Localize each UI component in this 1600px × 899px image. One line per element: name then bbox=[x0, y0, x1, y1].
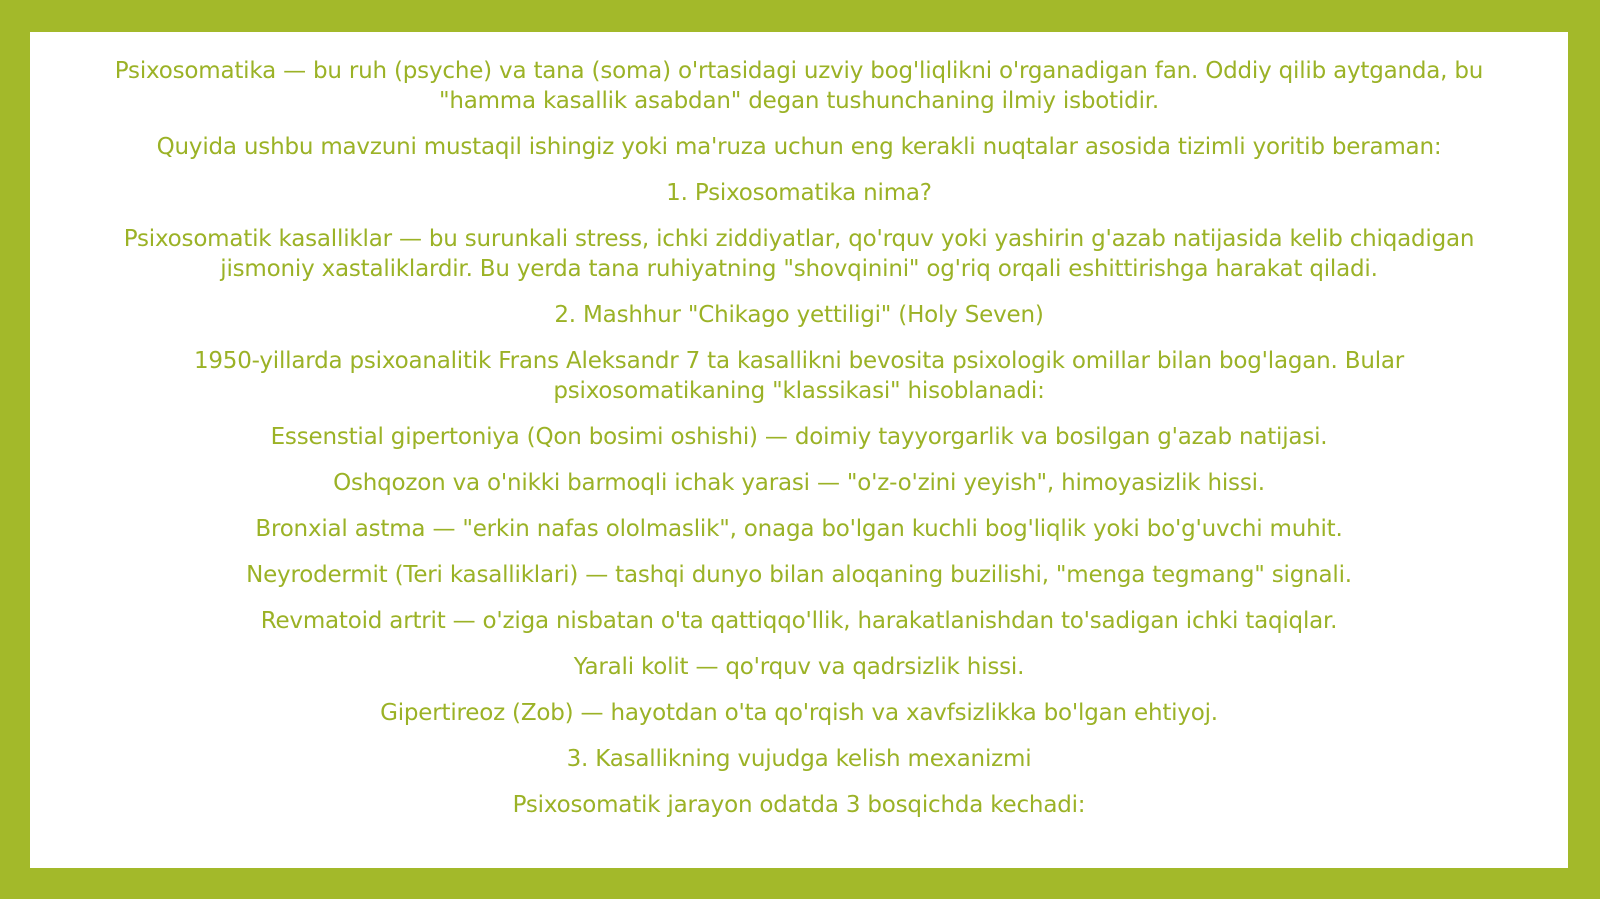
list-item-hyperthyroidism: Gipertireoz (Zob) — hayotdan o'ta qo'rqish va xavfsizlikka bo'lgan ehtiyoj. bbox=[380, 700, 1218, 726]
list-item-hypertension: Essenstial gipertoniya (Qon bosimi oshishi) — doimiy tayyorgarlik va bosilgan g'azab natijasi. bbox=[270, 424, 1328, 450]
definition-paragraph: Psixosomatik kasalliklar — bu surunkali stress, ichki ziddiyatlar, qo'rquv yoki yashirin g'azab natijasida kelib chiqadigan jismoniy xastaliklardir. Bu yerda tana ruhiyatning "shovqinini" og'riq orqali eshittirishga harakat qiladi. bbox=[123, 226, 1475, 282]
list-item-arthritis: Revmatoid artrit — o'ziga nisbatan o'ta qattiqqo'llik, harakatlanishdan to'sadigan ichki taqiqlar. bbox=[260, 608, 1338, 634]
document-body bbox=[110, 56, 1488, 836]
intro-paragraph: Psixosomatika — bu ruh (psyche) va tana (soma) o'rtasidagi uzviy bog'liqlikni o'rganadigan fan. Oddiy qilib aytganda, bu "hamma kasallik asabdan" degan tushunchaning ilmiy isbotidir. bbox=[114, 58, 1484, 114]
process-paragraph: Psixosomatik jarayon odatda 3 bosqichda kechadi: bbox=[512, 792, 1086, 818]
list-item-neurodermatitis: Neyrodermit (Teri kasalliklari) — tashqi dunyo bilan aloqaning buzilishi, "menga tegmang" signali. bbox=[246, 562, 1352, 588]
section-heading-3: 3. Kasallikning vujudga kelish mexanizmi bbox=[566, 746, 1032, 772]
list-item-colitis: Yarali kolit — qo'rquv va qadrsizlik hissi. bbox=[573, 654, 1025, 680]
list-item-asthma: Bronxial astma — "erkin nafas ololmaslik", onaga bo'lgan kuchli bog'liqlik yoki bo'g'uvchi muhit. bbox=[255, 516, 1343, 542]
list-item-ulcer: Oshqozon va o'nikki barmoqli ichak yarasi — "o'z-o'zini yeyish", himoyasizlik hissi. bbox=[333, 470, 1265, 496]
history-paragraph: 1950-yillarda psixoanalitik Frans Aleksandr 7 ta kasallikni bevosita psixologik omillar bilan bog'lagan. Bular psixosomatikaning "klassikasi" hisoblanadi: bbox=[193, 348, 1405, 404]
slide-panel bbox=[30, 32, 1568, 868]
overview-paragraph: Quyida ushbu mavzuni mustaqil ishingiz yoki ma'ruza uchun eng kerakli nuqtalar asosida tizimli yoritib beraman: bbox=[156, 134, 1442, 160]
section-heading-2: 2. Mashhur "Chikago yettiligi" (Holy Seven) bbox=[554, 302, 1044, 328]
section-heading-1: 1. Psixosomatika nima? bbox=[666, 180, 932, 206]
